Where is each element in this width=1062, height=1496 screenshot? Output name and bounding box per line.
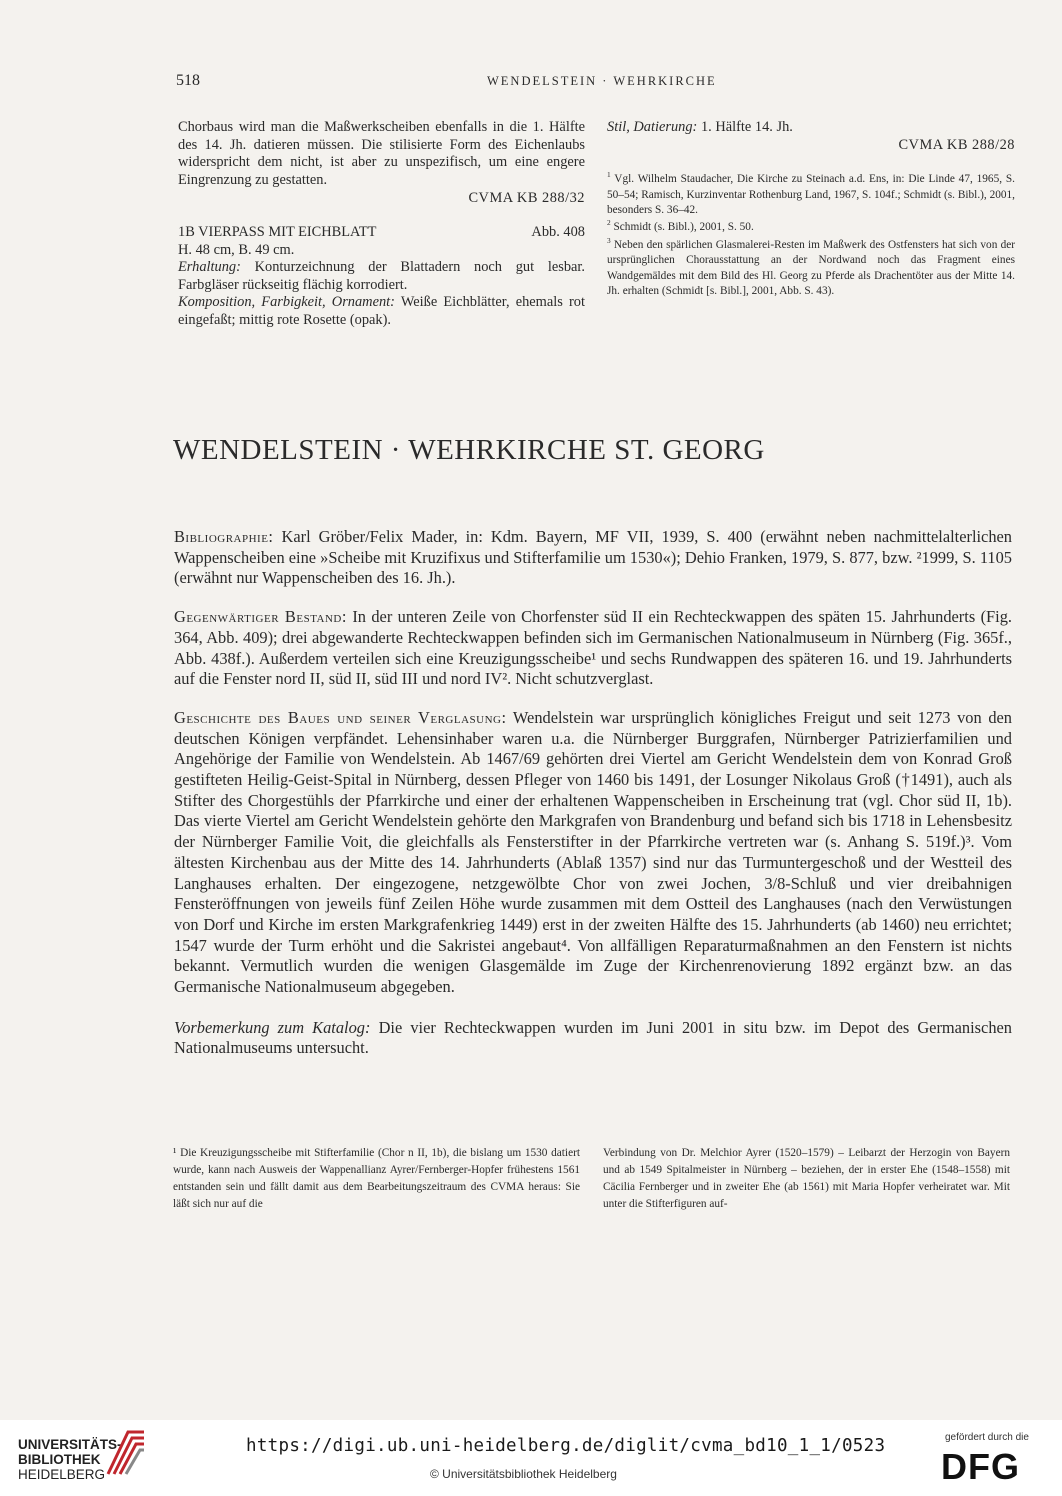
footnotes-top [607,172,1015,299]
bibliographie-text: Karl Gröber/Felix Mader, in: Kdm. Bayern, MF VII, 1939, S. 400 (erwähnt neben nachmittelalterlichen Wappenscheiben eine »Scheibe mit Kruzifixus und Stifterfamilie um 1530«); Dehio Franken, 1979, S. 877, bzw. ²1999, S. 1105 (erwähnt nur Wappenscheiben des 16. Jh.). [174,527,1012,588]
section-title: WENDELSTEIN · WEHRKIRCHE ST. GEORG [173,434,765,466]
stil-text: 1. Hälfte 14. Jh. [700,119,793,135]
bottom-footnote-right: Verbindung von Dr. Melchior Ayrer (1520–1579) – Leibarzt der Herzogin von Bayern und ab 1549 Spitalmeister in Nürnberg – beziehen, der in erster Ehe (1548–1558) mit Cäcilia Fernberger und in zweiter Ehe (ab 1561) mit Maria Hopfer verheiratet war. Mit unter die Stifterfiguren auf- [603,1147,1010,1210]
intro-paragraph: Chorbaus wird man die Maßwerkscheiben ebenfalls in die 1. Hälfte des 14. Jh. datieren müssen. Die stilisierte Form des Eichenlaubs widerspricht dem nicht, ist aber zu unspezifisch, um eine engere Eingrenzung zu gestatten. [178,119,585,188]
stil-label: Stil, Datierung: [607,119,698,135]
geschichte-text: Wendelstein war ursprünglich königliches Freigut und seit 1273 von den deutschen Königen verpfändet. Lehensinhaber waren u.a. die Nürnberger Burggrafen, Nürnberger Patrizierfamilien und Angehörige der Familie von Wendelstein. Ab 1467/69 gehörten drei Viertel am Gericht Wendelstein dem von Konrad Groß gestifteten Heilig-Geist-Spital in Nürnberg, dessen Pfleger von 1460 bis 1491, der Losunger Nikolaus Groß (†1491), auch als Stifter des Chorgestühls der Pfarrkirche und einer der erhaltenen Wappenscheiben in Erscheinung trat (vgl. Chor süd II, 1b). Das vierte Viertel am Gericht Wendelstein gehörte den Markgrafen von Brandenburg und befand sich bis 1718 in Lehensbesitz der Nürnberger Familie Voit, die gleichfalls als Fensterstifter in der Pfarrkirche vertreten war (s. Anhang S. 519f.)³. Vom ältesten Kirchenbau aus der Mitte des 14. Jahrhunderts (Ablaß 1357) sind nur das Turmuntergeschoß und der Westteil des Langhauses erhalten. Der eingezogene, netzgewölbte Chor von zwei Jochen, 3/8-Schluß und vier dreibahnigen Fensteröffnungen von jeweils fünf Zeilen Höhe wurde zusammen mit dem Ostteil des Langhauses (nach den Verwüstungen von Dorf und Kirche im ersten Markgrafenkrieg 1449) erst in der zweiten Hälfte des 15. Jahrhunderts (ab 1460) neu errichtet; 1547 wurde der Turm erhöht und die Sakristei angebaut⁴. Von allfälligen Reparaturmaßnahmen an den Fenstern ist nichts bekannt. Vermutlich wurden die wenigen Glasgemälde im Zuge der Kirchenrenovierung 1892 ergänzt bzw. an das Germanische Nationalmuseum abgegeben. [174,707,1012,997]
vorbemerkung-text: Die vier Rechteckwappen wurden im Juni 2001 in situ bzw. im Depot des Germanischen Nationalmuseums untersucht. [174,1017,1012,1058]
geschichte-label: Geschichte des Baues und seiner Verglasung: [174,707,507,727]
bestand-paragraph [174,607,1012,690]
library-logo-text: UNIVERSITÄTS- BIBLIOTHEK HEIDELBERG [18,1437,122,1482]
bibliographie-paragraph [174,527,1012,589]
bestand-text: In der unteren Zeile von Chorfenster süd II ein Rechteckwappen des späten 15. Jahrhunderts (Fig. 364, Abb. 409); drei abgewanderte Rechteckwappen befinden sich im Germanischen Nationalmuseum in Nürnberg (Fig. 365f., Abb. 438f.). Außerdem verteilen sich eine Kreuzigungsscheibe¹ und sechs Rundwappen des späteren 16. und 19. Jahrhunderts auf die Fenster nord II, süd II, süd III und nord IV². Nicht schutzverglast. [174,607,1012,689]
vorbemerkung-paragraph [174,1018,1012,1059]
copyright-notice: © Universitätsbibliothek Heidelberg [430,1467,617,1481]
sponsor-text: gefördert durch die [945,1432,1029,1443]
entry-title: 1B VIERPASS MIT EICHBLATT [178,223,377,240]
library-logo-icon [104,1426,148,1483]
right-column [607,119,1015,301]
body-text [174,527,1012,1059]
bibliographie-label: Bibliographie: [174,527,274,546]
geschichte-paragraph [174,708,1012,998]
footnote-3: $^3$ Neben den spärlichen Glasmalerei-Resten im Maßwerk des Ostfensters hat sich von der ursprünglichen Chorausstattung an der Nordwand noch das Fragment eines Wandgemäldes mit dem Bild des Hl. Georg zu Pferde als Drachentöter aus der Mitte 14. Jh. erhalten (Schmidt [s. Bibl.], 2001, Abb. S. 43). [607,236,1015,298]
running-title: WENDELSTEIN · WEHRKIRCHE [487,74,717,88]
cvma-reference-2: CVMA KB 288/28 [898,136,1015,153]
page-number: 518 [176,72,200,89]
erhaltung-text: Konturzeichnung der Blattadern noch gut lesbar. Farbgläser rückseitig flächig korrodiert. [178,259,585,293]
bestand-label: Gegenwärtiger Bestand: [174,607,347,627]
komposition-text: Weiße Eichblätter, ehemals rot eingefaßt; mittig rote Rosette (opak). [178,294,585,328]
catalog-entry-heading [178,224,585,242]
komposition-paragraph [178,294,585,329]
footnote-2: $^2$ Schmidt (s. Bibl.), 2001, S. 50. [607,218,754,234]
dimensions: H. 48 cm, B. 49 cm. [178,241,295,258]
footnote-1: $^1$ Vgl. Wilhelm Staudacher, Die Kirche zu Steinach a.d. Ens, in: Die Linde 47, 1965, S. 50–54; Ramisch, Kurzinventar Rothenburg Land, 1967, S. 104f.; Schmidt (s. Bibl.), 2001, besonders S. 36–42. [607,170,1015,216]
komposition-label: Komposition, Farbigkeit, Ornament: [178,294,395,311]
permalink-url[interactable]: https://digi.ub.uni-heidelberg.de/diglit/cvma_bd10_1_1/0523 [246,1436,886,1456]
stil-paragraph [607,119,1015,137]
bottom-footnote-left: ¹ Die Kreuzigungsscheibe mit Stifterfamilie (Chor n II, 1b), die bislang um 1530 datiert wurde, kann nach Ausweis der Wappenallianz Ayrer/Fernberger-Hopfer frühestens 1561 entstanden sein und fällt damit aus dem Bearbeitungszeitraum des CVMA heraus: Sie läßt sich nur auf die [173,1147,580,1210]
vorbemerkung-label: Vorbemerkung zum Katalog: [174,1017,371,1037]
erhaltung-paragraph [178,259,585,294]
entry-figure-ref: Abb. 408 [531,223,585,240]
erhaltung-label: Erhaltung: [178,259,241,276]
left-column [178,119,585,330]
footer-bar [0,1420,1062,1496]
cvma-reference: CVMA KB 288/32 [468,190,585,207]
dfg-logo: DFG [941,1446,1020,1487]
